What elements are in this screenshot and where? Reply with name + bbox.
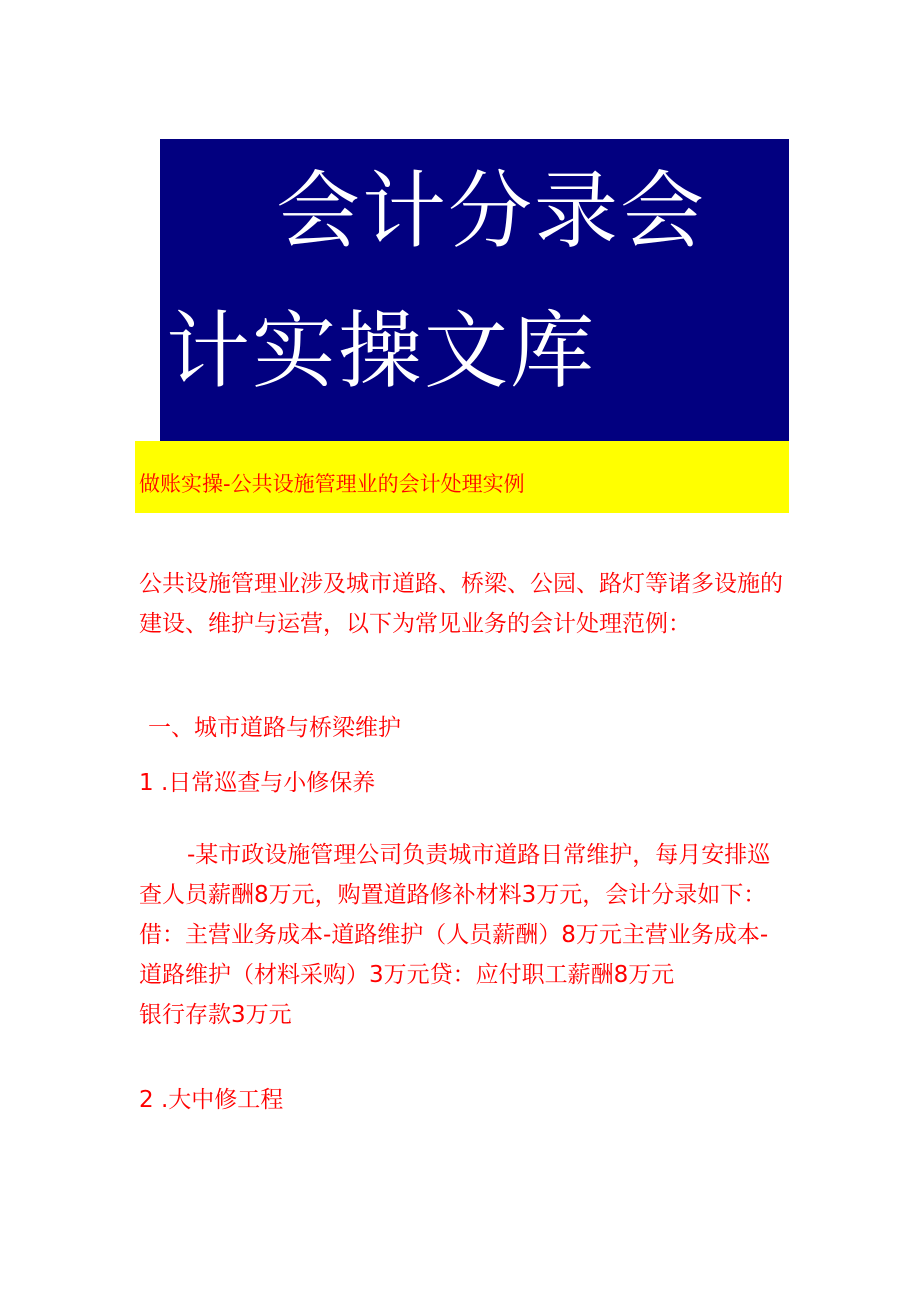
body-line-1: -某市政设施管理公司负责城市道路日常维护，每月安排巡 bbox=[187, 842, 771, 868]
intro-line-2: 建设、维护与运营，以下为常见业务的会计处理范例： bbox=[139, 611, 691, 637]
subtitle-text: 做账实操-公共设施管理业的会计处理实例 bbox=[139, 472, 525, 496]
body-line-4: 道路维护（材料采购）3万元贷：应付职工薪酬8万元 bbox=[139, 962, 675, 988]
title-line-2: 计实操文库 bbox=[166, 302, 597, 400]
item-heading-1: 1 .日常巡查与小修保养 bbox=[139, 770, 376, 796]
section-heading-1: 一、城市道路与桥梁维护 bbox=[148, 715, 401, 741]
subtitle-banner bbox=[135, 441, 789, 513]
body-line-5: 银行存款3万元 bbox=[139, 1002, 292, 1028]
intro-line-1: 公共设施管理业涉及城市道路、桥梁、公园、路灯等诸多设施的 bbox=[139, 571, 783, 597]
intro-paragraph bbox=[139, 564, 799, 644]
title-banner bbox=[160, 139, 789, 441]
item-1-body bbox=[139, 835, 799, 1035]
body-line-3: 借：主营业务成本-道路维护（人员薪酬）8万元主营业务成本- bbox=[139, 922, 769, 948]
title-line-1: 会计分录会 bbox=[276, 162, 707, 260]
body-line-2: 查人员薪酬8万元，购置道路修补材料3万元，会计分录如下： bbox=[139, 882, 767, 908]
item-heading-2: 2 .大中修工程 bbox=[139, 1087, 284, 1113]
